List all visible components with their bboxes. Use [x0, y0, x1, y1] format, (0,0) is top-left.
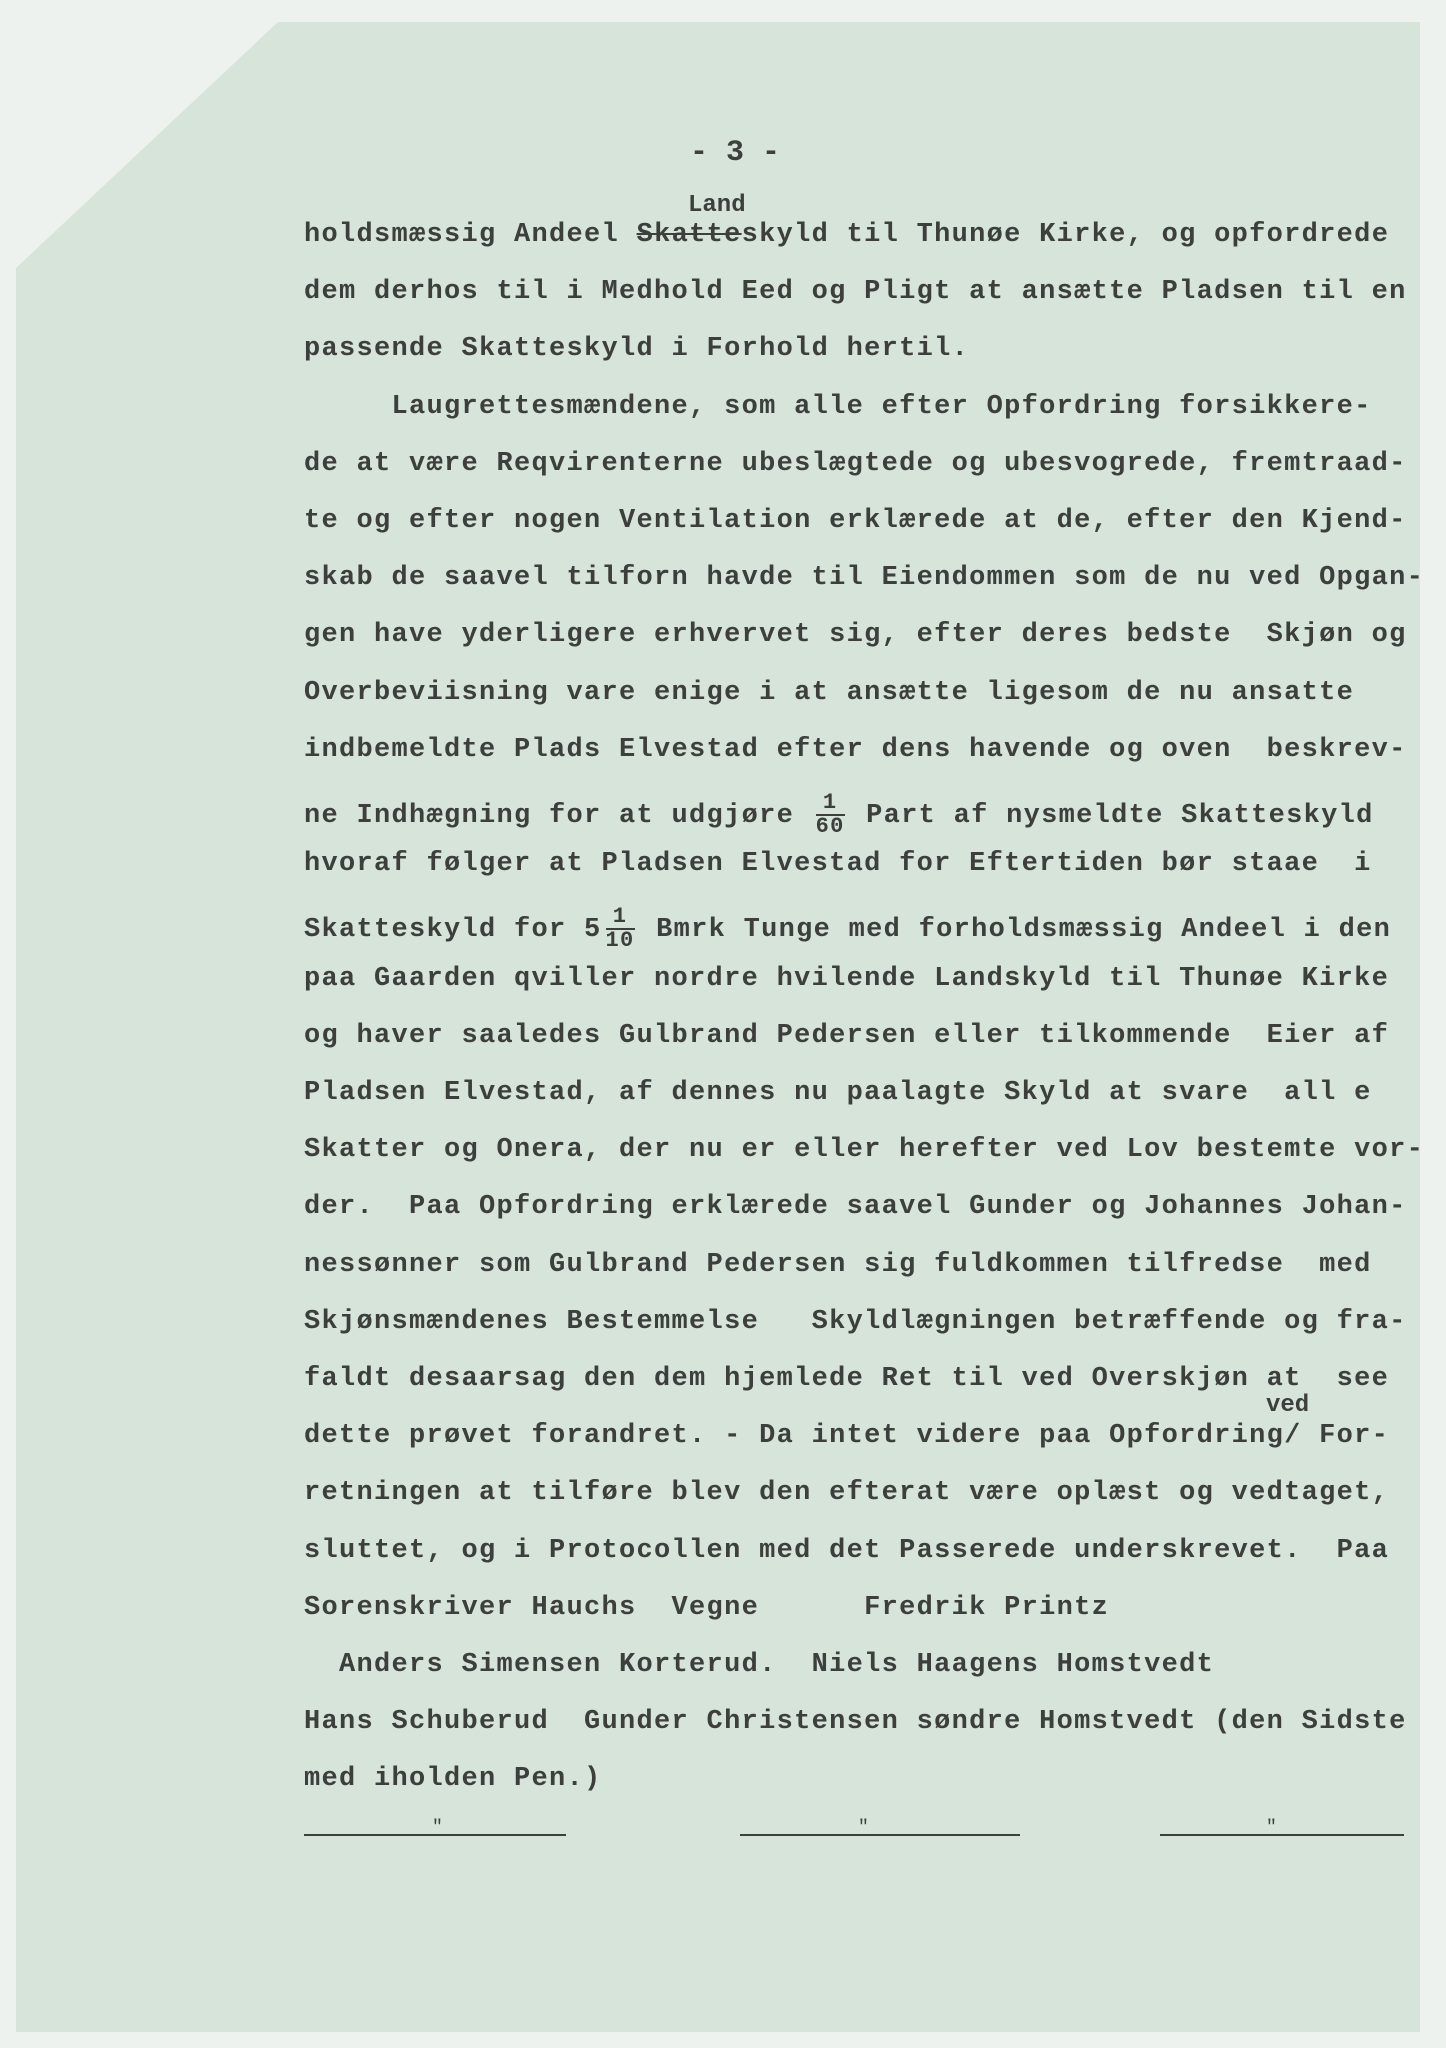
text-line: med iholden Pen.) — [304, 1764, 602, 1795]
text-line: Skatter og Onera, der nu er eller herefter ved Lov bestemte vor- — [304, 1135, 1425, 1166]
page-number: - 3 - — [690, 136, 781, 170]
text-line: der. Paa Opfordring erklærede saavel Gunder og Johannes Johan- — [304, 1192, 1407, 1223]
rule-mark-left: " — [432, 1818, 443, 1838]
rule-mark-right: " — [1266, 1818, 1277, 1838]
text-line: de at være Reqvirenterne ubeslægtede og ubesvogrede, fremtraad- — [304, 448, 1407, 479]
text-line: Sorenskriver Hauchs Vegne Fredrik Printz — [304, 1592, 1110, 1623]
text-line: Pladsen Elvestad, af dennes nu paalagte Skyld at svare all e — [304, 1078, 1372, 1108]
text-segment: ne Indhægning for at udgjøre — [304, 801, 812, 832]
text-line: dette prøvet forandret. - Da intet videre paa Opfordring/ For- — [304, 1421, 1390, 1452]
insertion-ved: ved — [1266, 1392, 1310, 1419]
text-line: hvoraf følger at Pladsen Elvestad for Eftertiden bør staae i — [304, 849, 1372, 880]
closing-rule-center — [740, 1834, 1020, 1836]
text-segment: skyld til Thunøe Kirke, og opfordrede — [741, 220, 1390, 250]
text-line: skab de saavel tilforn havde til Eiendommen som de nu ved Opgan- — [304, 563, 1425, 594]
text-line: Hans Schuberud Gunder Christensen søndre Homstvedt (den Sidste — [304, 1707, 1407, 1738]
text-line — [304, 906, 1391, 952]
fraction — [816, 792, 845, 838]
text-line: Laugrettesmændene, som alle efter Opfordring forsikkere- — [304, 391, 1372, 422]
rule-mark-center: " — [858, 1818, 869, 1838]
text-line: sluttet, og i Protocollen med det Passerede underskrevet. Paa — [304, 1535, 1390, 1566]
text-line: Anders Simensen Korterud. Niels Haagens Homstvedt — [304, 1650, 1215, 1680]
text-segment: Part af nysmeldte Skatteskyld — [848, 801, 1374, 832]
text-line: nessønner som Gulbrand Pedersen sig fuldkommen tilfredse med — [304, 1249, 1372, 1280]
text-line: indbemeldte Plads Elvestad efter dens havende og oven beskrev- — [304, 734, 1407, 765]
fraction — [606, 906, 635, 952]
text-line — [304, 220, 1389, 250]
text-segment: Skatteskyld for 5 — [304, 915, 602, 946]
struck-text: Skatte — [636, 220, 742, 250]
text-line: Overbeviisning vare enige i at ansætte ligesom de nu ansatte — [304, 677, 1355, 708]
insertion-land: Land — [688, 192, 746, 219]
closing-rule-right — [1160, 1834, 1404, 1836]
text-line: passende Skatteskyld i Forhold hertil. — [304, 334, 970, 365]
fraction-denominator: 10 — [605, 928, 635, 954]
text-line: paa Gaarden qviller nordre hvilende Landskyld til Thunøe Kirke — [304, 963, 1390, 994]
text-line: Skjønsmændenes Bestemmelse Skyldlægningen betræffende og fra- — [304, 1306, 1407, 1337]
text-line: faldt desaarsag den dem hjemlede Ret til ved Overskjøn at see — [304, 1364, 1390, 1394]
text-line: te og efter nogen Ventilation erklærede at de, efter den Kjend- — [304, 506, 1407, 536]
text-line — [304, 792, 1374, 838]
text-line: retningen at tilføre blev den efterat være oplæst og vedtaget, — [304, 1478, 1390, 1509]
text-line: og haver saaledes Gulbrand Pedersen eller tilkommende Eier af — [304, 1020, 1390, 1051]
text-line: gen have yderligere erhvervet sig, efter deres bedste Skjøn og — [304, 620, 1407, 651]
text-line: dem derhos til i Medhold Eed og Pligt at ansætte Pladsen til en — [304, 277, 1407, 308]
fraction-numerator: 1 — [606, 906, 635, 930]
fraction-numerator: 1 — [816, 792, 845, 816]
fraction-denominator: 60 — [815, 814, 845, 839]
text-segment: holdsmæssig Andeel — [304, 220, 637, 250]
text-segment: Bmrk Tunge med forholdsmæssig Andeel i den — [638, 915, 1392, 946]
